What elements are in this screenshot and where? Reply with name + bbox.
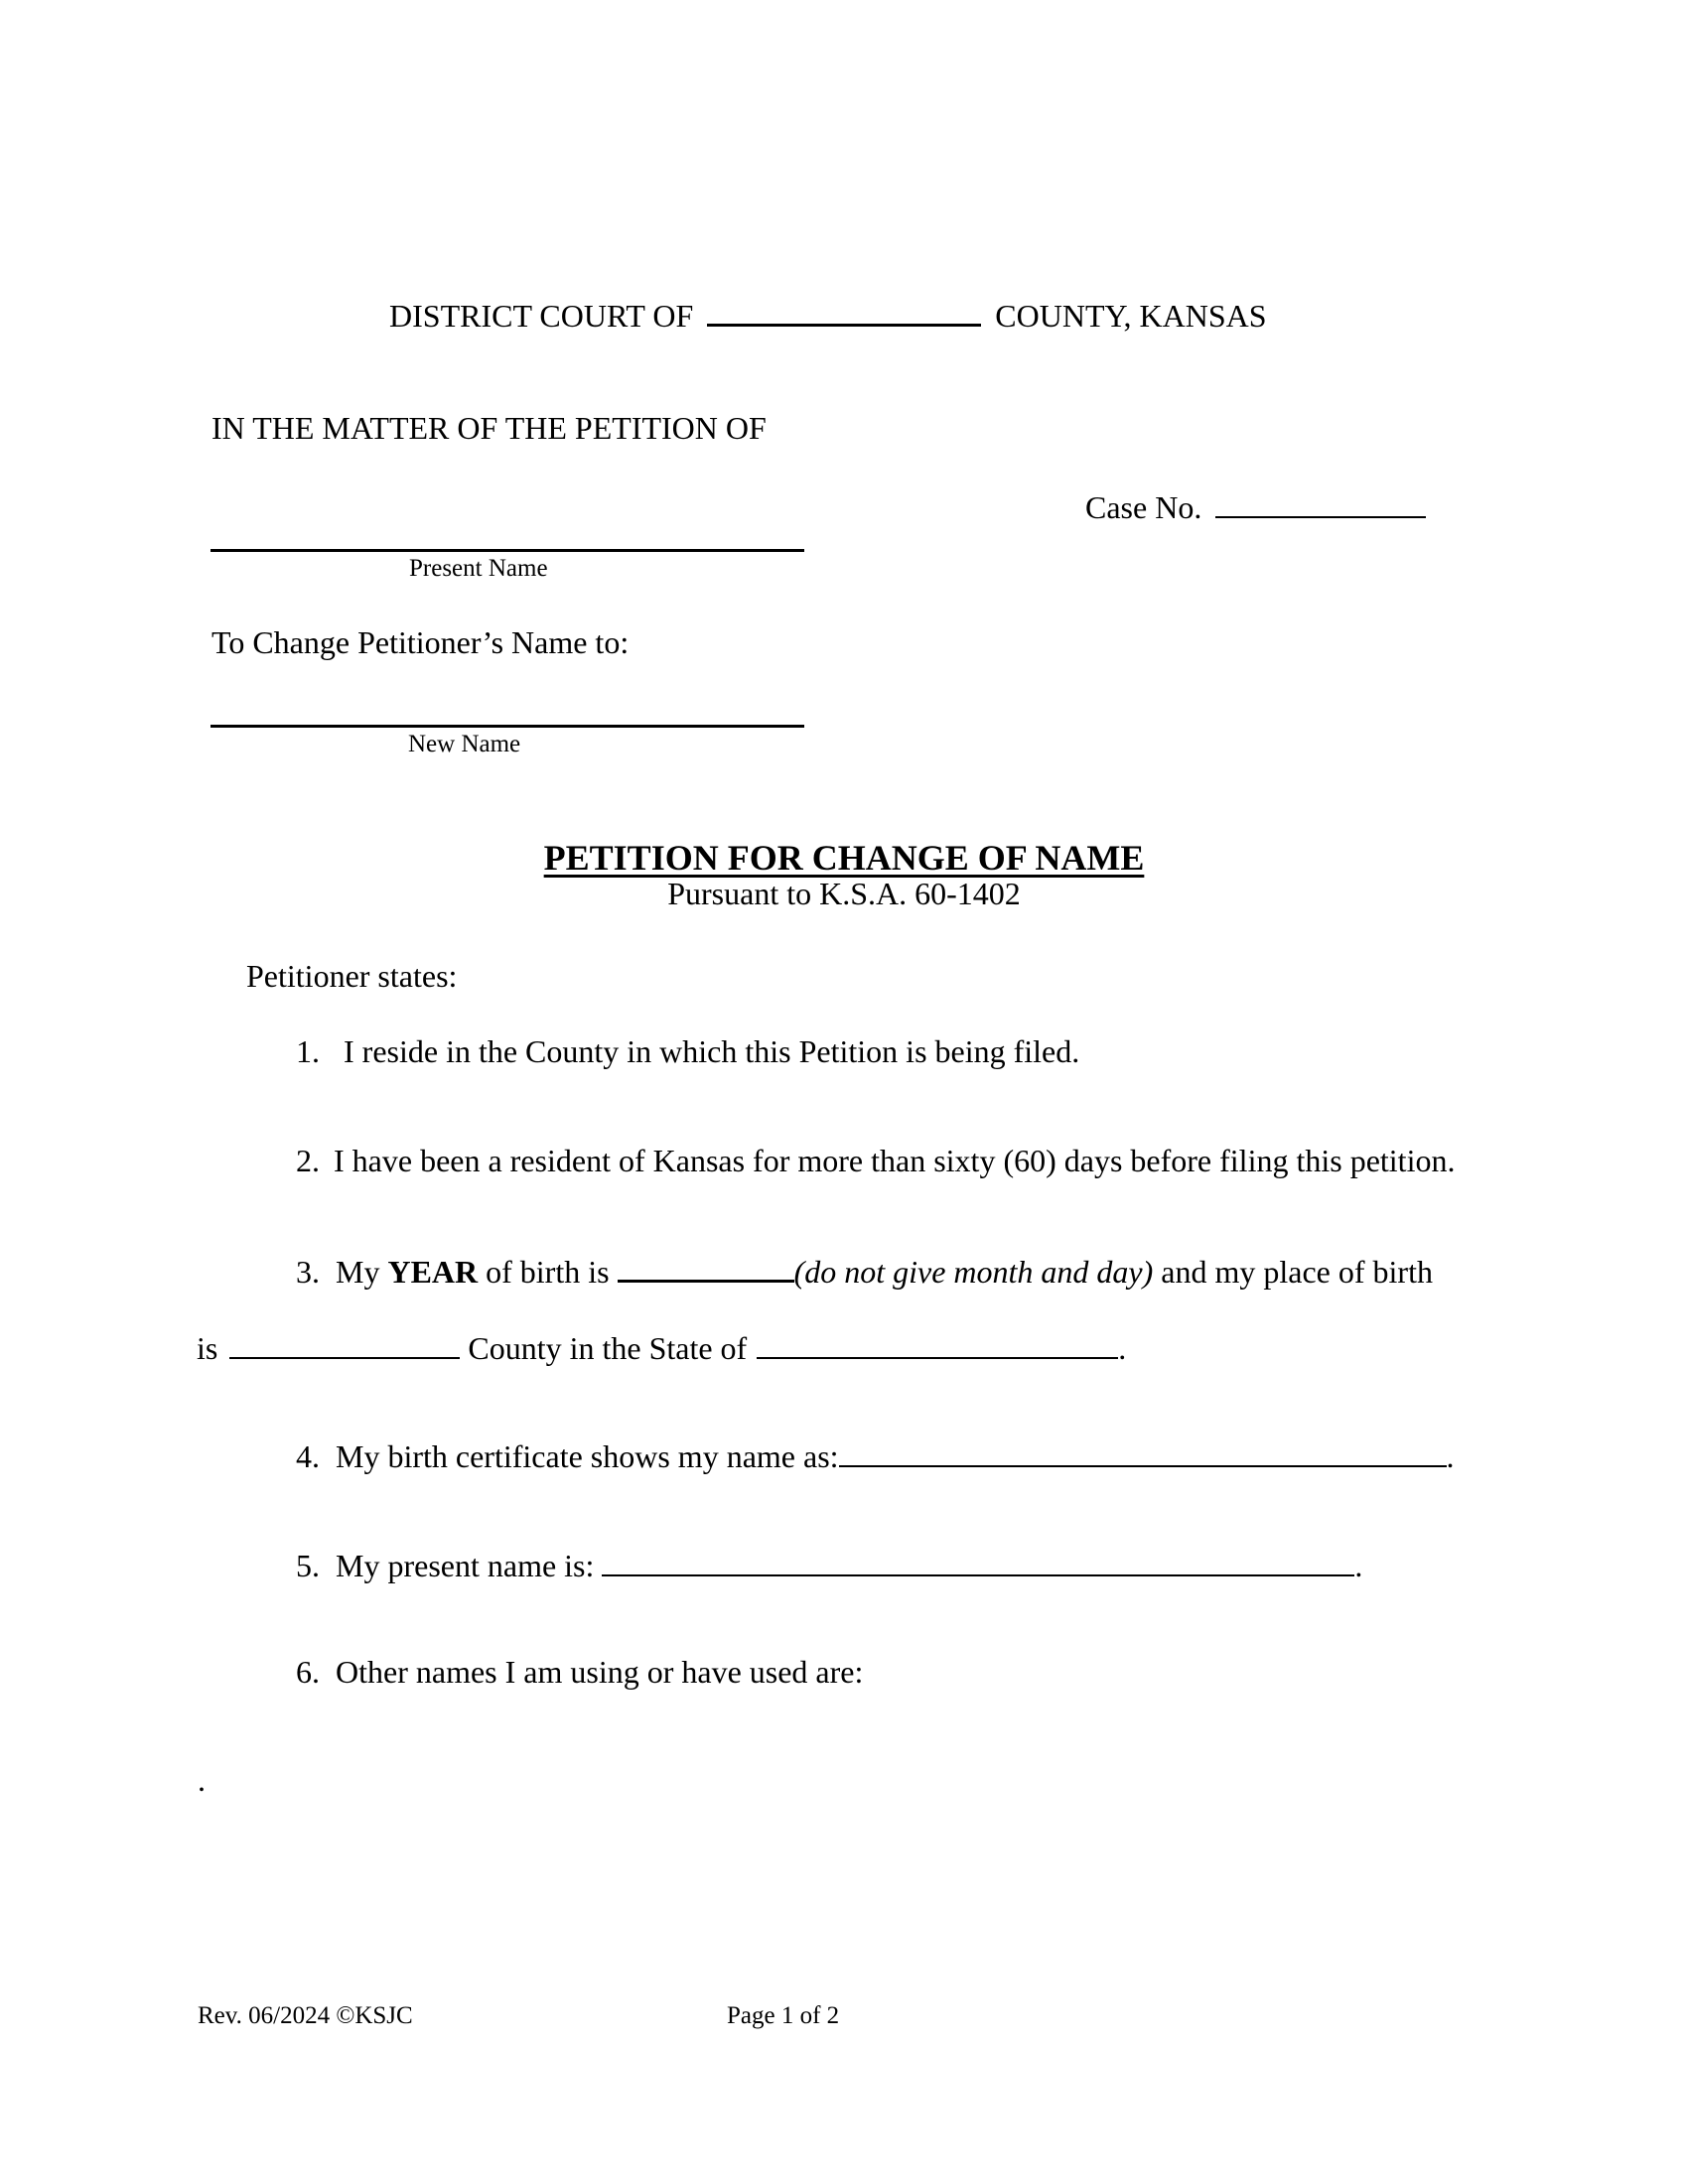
birth-year-blank[interactable] — [618, 1250, 794, 1283]
court-header — [389, 294, 1267, 335]
year-instruction: (do not give month and day) — [793, 1254, 1154, 1290]
birth-state-blank[interactable] — [757, 1327, 1118, 1359]
item-number: 1. — [296, 1033, 320, 1069]
new-name-label: New Name — [408, 731, 521, 757]
item-text-pre: My — [336, 1254, 380, 1290]
item-text-post: and my place of birth — [1161, 1254, 1433, 1290]
change-to-label: To Change Petitioner’s Name to: — [211, 624, 630, 660]
case-number — [1085, 486, 1426, 526]
present-name-line[interactable] — [211, 549, 804, 552]
new-name-line[interactable] — [211, 725, 804, 728]
court-suffix: COUNTY, KANSAS — [995, 298, 1267, 334]
item-text-end: . — [1354, 1548, 1363, 1583]
birth-county-blank[interactable] — [229, 1327, 460, 1359]
item-number: 4. — [296, 1438, 320, 1474]
county-blank[interactable] — [707, 294, 981, 327]
title-block — [0, 837, 1688, 912]
matter-line: IN THE MATTER OF THE PETITION OF — [211, 410, 767, 446]
page-subtitle: Pursuant to K.S.A. 60-1402 — [667, 876, 1021, 911]
case-no-blank[interactable] — [1215, 486, 1426, 518]
list-item-5 — [296, 1545, 1362, 1584]
list-item-1 — [296, 1032, 1079, 1070]
stray-dot: . — [198, 1762, 206, 1798]
item-number: 6. — [296, 1654, 320, 1690]
court-prefix: DISTRICT COURT OF — [389, 298, 694, 334]
list-item-4 — [296, 1435, 1455, 1475]
present-name-blank[interactable] — [602, 1545, 1354, 1576]
item-number: 2. — [296, 1143, 320, 1178]
item-number: 3. — [296, 1254, 320, 1290]
page-title: PETITION FOR CHANGE OF NAME — [543, 838, 1145, 878]
item-text-end: . — [1446, 1438, 1455, 1474]
intro-text: Petitioner states: — [246, 958, 458, 994]
year-emphasis: YEAR — [387, 1254, 479, 1290]
item-number: 5. — [296, 1548, 320, 1583]
page-number: Page 1 of 2 — [727, 2002, 840, 2029]
case-no-label: Case No. — [1085, 489, 1202, 525]
item-text-mid: of birth is — [486, 1254, 610, 1290]
revision-note: Rev. 06/2024 ©KSJC — [198, 2002, 413, 2029]
item-text: Other names I am using or have used are: — [336, 1654, 864, 1690]
item-text: My birth certificate shows my name as: — [336, 1438, 839, 1474]
item-text: I reside in the County in which this Petition is being filed. — [344, 1033, 1080, 1069]
item-text: My present name is: — [336, 1548, 595, 1583]
item-text: I have been a resident of Kansas for more than sixty (60) days before filing this petition. — [334, 1143, 1456, 1178]
birth-certificate-name-blank[interactable] — [839, 1435, 1447, 1467]
item-text-line2-mid: County in the State of — [468, 1330, 748, 1366]
list-item-3-line2 — [197, 1327, 1126, 1367]
item-text-line2-end: . — [1118, 1330, 1127, 1366]
present-name-label: Present Name — [409, 555, 548, 582]
list-item-6 — [296, 1653, 863, 1691]
item-text-line2-pre: is — [197, 1330, 218, 1366]
list-item-3 — [296, 1250, 1433, 1291]
list-item-2 — [296, 1142, 1455, 1179]
